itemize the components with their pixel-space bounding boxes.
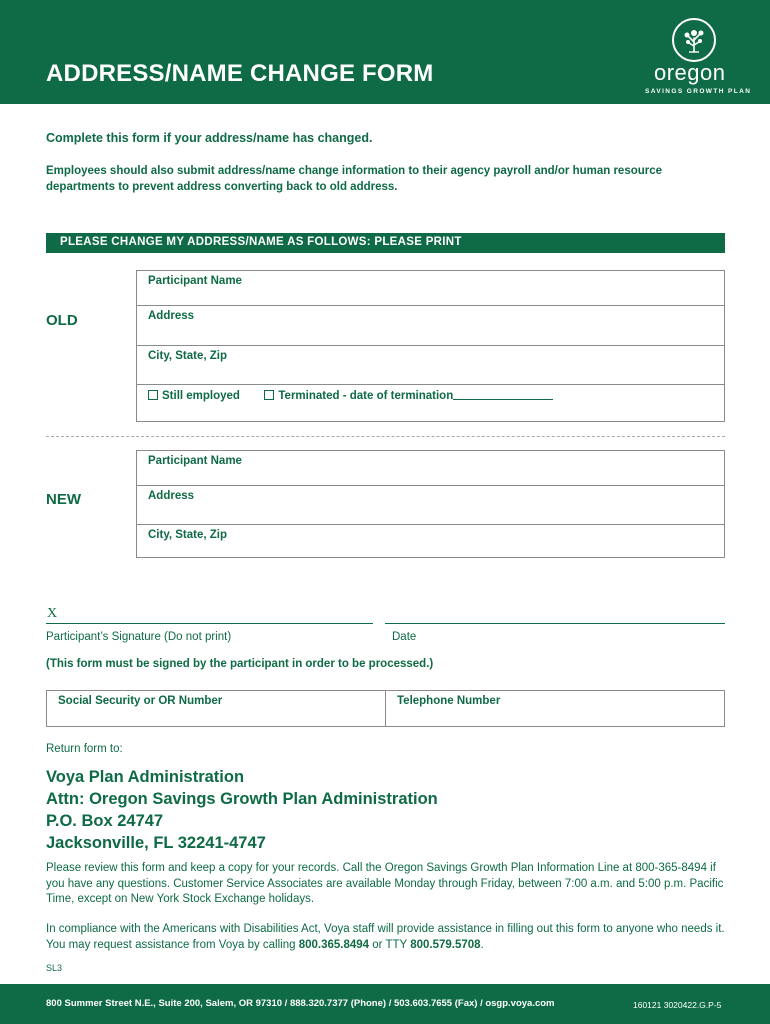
return-address bbox=[46, 766, 438, 854]
footer-doc-id: 160121 3020422.G.P-5 bbox=[633, 1000, 722, 1010]
signature-label: Participant’s Signature (Do not print) bbox=[46, 631, 232, 643]
phone-label: Telephone Number bbox=[397, 695, 501, 707]
date-label: Date bbox=[392, 631, 417, 643]
signature-x-mark: X bbox=[47, 606, 58, 621]
section-bar bbox=[46, 233, 725, 253]
return-address-line: Attn: Oregon Savings Growth Plan Administration bbox=[46, 790, 438, 808]
review-paragraph: Please review this form and keep a copy for your records. Call the Oregon Savings Growth Plan Information Line at 800-365-8494 if you have any questions. Customer Service Associates are available Monday through Friday, between 7:00 a.m. and 5:00 p.m. Pacific Time, except on New York Stock Exchange holidays. bbox=[46, 862, 724, 905]
form-code: SL3 bbox=[46, 963, 63, 973]
ada-text: . bbox=[480, 938, 484, 951]
employment-status-row bbox=[137, 385, 724, 421]
return-address-line: Voya Plan Administration bbox=[46, 768, 245, 786]
ada-text: or TTY bbox=[369, 938, 411, 951]
new-city-state-zip-field[interactable] bbox=[137, 525, 724, 557]
new-address-field[interactable] bbox=[137, 486, 724, 525]
id-fields-box bbox=[46, 690, 725, 727]
footer-contact: 800 Summer Street N.E., Suite 200, Salem, OR 97310 / 888.320.7377 (Phone) / 503.603.7655 (Fax) / osgp.voya.com bbox=[46, 998, 555, 1009]
terminated-checkbox[interactable] bbox=[264, 390, 274, 400]
new-section-label: NEW bbox=[46, 491, 81, 508]
ada-phone: 800.365.8494 bbox=[298, 938, 370, 951]
new-address-box bbox=[136, 450, 725, 558]
date-line[interactable] bbox=[385, 623, 725, 624]
header-banner bbox=[0, 0, 770, 104]
ssn-label: Social Security or OR Number bbox=[58, 695, 223, 707]
intro-line: Complete this form if your address/name has changed. bbox=[46, 131, 373, 145]
old-address-field[interactable] bbox=[137, 306, 724, 346]
return-address-line: Jacksonville, FL 32241-4747 bbox=[46, 834, 266, 852]
signature-note: (This form must be signed by the participant in order to be processed.) bbox=[46, 658, 434, 670]
termination-date-field[interactable] bbox=[453, 399, 553, 400]
intro-paragraph: Employees should also submit address/name change information to their agency payroll and/or human resource departments to prevent address converting back to old address. bbox=[46, 165, 663, 193]
logo-tagline: SAVINGS GROWTH PLAN bbox=[645, 88, 752, 95]
form-title: ADDRESS/NAME CHANGE FORM bbox=[46, 60, 434, 87]
oregon-logo bbox=[640, 18, 758, 98]
old-participant-name-label: Participant Name bbox=[148, 275, 242, 287]
old-address-box bbox=[136, 270, 725, 422]
old-city-state-zip-field[interactable] bbox=[137, 346, 724, 385]
new-participant-name-label: Participant Name bbox=[148, 455, 242, 467]
id-fields-divider bbox=[385, 691, 386, 726]
new-participant-name-field[interactable] bbox=[137, 451, 724, 486]
ada-tty: 800.579.5708 bbox=[410, 938, 481, 951]
still-employed-label: Still employed bbox=[162, 390, 240, 402]
terminated-label: Terminated - date of termination bbox=[278, 390, 454, 402]
tree-icon bbox=[678, 24, 710, 56]
old-section-label: OLD bbox=[46, 312, 78, 329]
old-city-state-zip-label: City, State, Zip bbox=[148, 350, 228, 362]
signature-line[interactable] bbox=[46, 623, 373, 624]
return-label: Return form to: bbox=[46, 743, 123, 755]
old-address-label: Address bbox=[148, 310, 195, 322]
employment-status-options bbox=[148, 390, 553, 402]
return-address-line: P.O. Box 24747 bbox=[46, 812, 164, 830]
new-address-label: Address bbox=[148, 490, 195, 502]
logo-name: oregon bbox=[654, 60, 726, 85]
footer-banner bbox=[0, 984, 770, 1024]
still-employed-checkbox[interactable] bbox=[148, 390, 158, 400]
old-participant-name-field[interactable] bbox=[137, 271, 724, 306]
section-bar-text: PLEASE CHANGE MY ADDRESS/NAME AS FOLLOWS: PLEASE PRINT bbox=[60, 236, 462, 248]
ada-paragraph bbox=[46, 922, 736, 953]
new-city-state-zip-label: City, State, Zip bbox=[148, 529, 228, 541]
ada-text: In compliance with the Americans with Disabilities Act, Voya staff will provide assistance in filling out this form to anyone who needs it. You may request assistance from Voya by calling bbox=[46, 923, 725, 951]
section-divider bbox=[46, 436, 725, 437]
